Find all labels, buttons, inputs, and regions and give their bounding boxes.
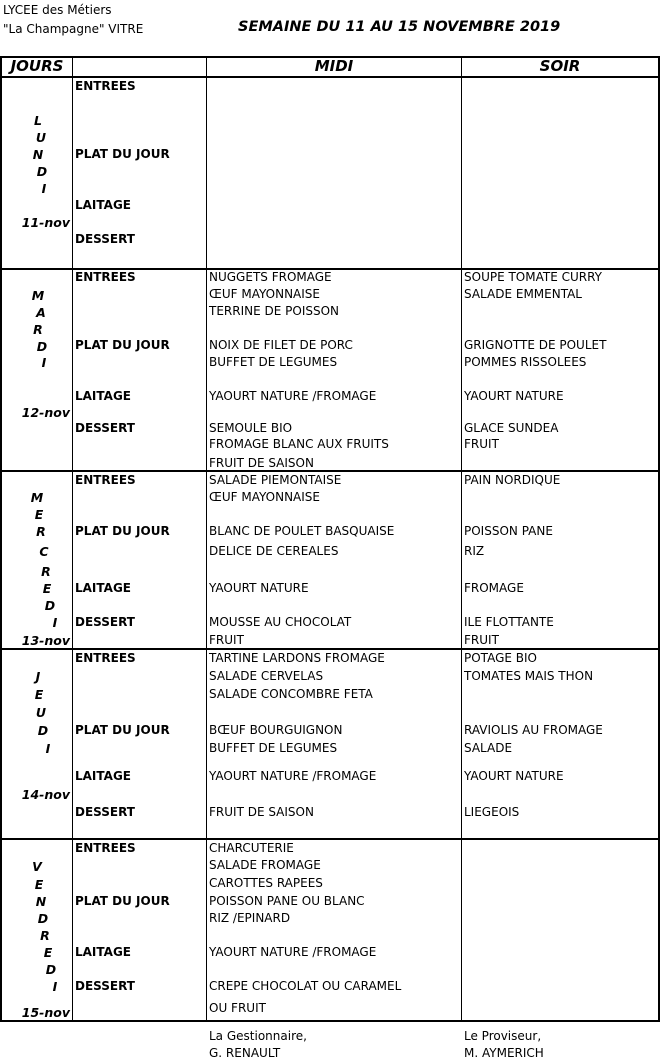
menu-item-midi: POISSON PANE OU BLANC: [209, 894, 365, 908]
col-header-jours: JOURS: [10, 57, 64, 75]
signature-role-proviseur: Le Proviseur,: [464, 1029, 542, 1043]
col-divider: [461, 56, 462, 1022]
menu-item-soir: FRUIT: [464, 437, 499, 451]
day-letter: R: [36, 524, 46, 539]
menu-item-midi: RIZ /EPINARD: [209, 911, 291, 925]
label-entrees: ENTREES: [75, 473, 136, 487]
day-letter: R: [33, 322, 43, 337]
label-plat-du-jour: PLAT DU JOUR: [75, 894, 170, 908]
day-date: 14-nov: [21, 787, 70, 802]
page-title: SEMAINE DU 11 AU 15 NOVEMBRE 2019: [238, 19, 561, 35]
menu-item-midi: YAOURT NATURE /FROMAGE: [209, 945, 377, 959]
menu-item-soir: SOUPE TOMATE CURRY: [464, 270, 603, 284]
day-letter: U: [35, 705, 47, 720]
menu-item-midi: CHARCUTERIE: [209, 841, 294, 855]
menu-item-soir: FROMAGE: [464, 581, 524, 595]
day-letter: M: [30, 490, 44, 505]
menu-item-soir: POMMES RISSOLEES: [464, 355, 587, 369]
label-plat-du-jour: PLAT DU JOUR: [75, 147, 170, 161]
col-header-soir: SOIR: [539, 57, 581, 75]
table-left-border: [0, 56, 2, 1022]
menu-item-soir: GLACE SUNDEA: [464, 421, 559, 435]
label-laitage: LAITAGE: [75, 581, 131, 595]
day-letter: V: [32, 859, 42, 874]
menu-item-soir: PAIN NORDIQUE: [464, 473, 561, 487]
label-entrees: ENTREES: [75, 79, 136, 93]
menu-item-midi: FRUIT DE SAISON: [209, 456, 314, 470]
day-letter: E: [34, 507, 44, 522]
menu-item-soir: RAVIOLIS AU FROMAGE: [464, 723, 603, 737]
label-laitage: LAITAGE: [75, 769, 131, 783]
row-divider: [0, 470, 660, 472]
menu-item-midi: BLANC DE POULET BASQUAISE: [209, 524, 395, 538]
menu-item-midi: SEMOULE BIO: [209, 421, 293, 435]
header-bottom-border: [0, 76, 660, 78]
day-letter: D: [45, 962, 57, 977]
menu-item-midi: FROMAGE BLANC AUX FRUITS: [209, 437, 389, 451]
day-letter: D: [36, 339, 48, 354]
signature-name-gestionnaire: G. RENAULT: [209, 1046, 281, 1060]
label-dessert: DESSERT: [75, 232, 135, 246]
day-letter: E: [34, 877, 44, 892]
menu-item-midi: ŒUF MAYONNAISE: [209, 287, 320, 301]
school-name: LYCEE des Métiers: [3, 3, 112, 17]
day-date: 12-nov: [21, 405, 70, 420]
day-letter: E: [42, 581, 52, 596]
menu-item-midi: ŒUF MAYONNAISE: [209, 490, 320, 504]
menu-item-soir: POISSON PANE: [464, 524, 553, 538]
day-letter: N: [35, 894, 47, 909]
menu-item-midi: SALADE CERVELAS: [209, 669, 324, 683]
menu-item-soir: ILE FLOTTANTE: [464, 615, 554, 629]
menu-item-midi: FRUIT DE SAISON: [209, 805, 314, 819]
day-letter: N: [32, 147, 44, 162]
day-letter: E: [43, 945, 53, 960]
menu-item-soir: LIEGEOIS: [464, 805, 520, 819]
label-plat-du-jour: PLAT DU JOUR: [75, 338, 170, 352]
menu-item-soir: FRUIT: [464, 633, 499, 647]
day-letter: C: [39, 544, 49, 559]
day-letter: D: [44, 598, 56, 613]
day-date: 13-nov: [21, 633, 70, 648]
menu-item-soir: POTAGE BIO: [464, 651, 537, 665]
day-letter: A: [36, 305, 46, 320]
day-letter: L: [34, 113, 42, 128]
label-plat-du-jour: PLAT DU JOUR: [75, 723, 170, 737]
col-header-midi: MIDI: [314, 57, 354, 75]
menu-item-midi: MOUSSE AU CHOCOLAT: [209, 615, 352, 629]
label-entrees: ENTREES: [75, 841, 136, 855]
label-dessert: DESSERT: [75, 979, 135, 993]
signature-role-gestionnaire: La Gestionnaire,: [209, 1029, 307, 1043]
day-letter: I: [41, 355, 47, 370]
day-letter: J: [35, 669, 41, 684]
row-divider: [0, 648, 660, 650]
col-divider: [206, 56, 207, 1022]
menu-item-soir: YAOURT NATURE: [464, 389, 564, 403]
label-entrees: ENTREES: [75, 651, 136, 665]
menu-item-midi: YAOURT NATURE /FROMAGE: [209, 769, 377, 783]
menu-item-midi: FRUIT: [209, 633, 244, 647]
label-laitage: LAITAGE: [75, 945, 131, 959]
label-entrees: ENTREES: [75, 270, 136, 284]
menu-item-midi: DELICE DE CEREALES: [209, 544, 339, 558]
label-dessert: DESSERT: [75, 615, 135, 629]
day-letter: I: [41, 181, 47, 196]
label-plat-du-jour: PLAT DU JOUR: [75, 524, 170, 538]
menu-item-soir: SALADE EMMENTAL: [464, 287, 582, 301]
col-divider: [72, 56, 73, 1022]
menu-item-midi: SALADE CONCOMBRE FETA: [209, 687, 373, 701]
day-letter: I: [52, 979, 58, 994]
menu-item-midi: TERRINE DE POISSON: [209, 304, 340, 318]
menu-item-soir: RIZ: [464, 544, 485, 558]
menu-item-midi: NOIX DE FILET DE PORC: [209, 338, 353, 352]
label-dessert: DESSERT: [75, 421, 135, 435]
day-letter: R: [41, 564, 51, 579]
day-date: 15-nov: [21, 1005, 70, 1020]
menu-item-midi: YAOURT NATURE /FROMAGE: [209, 389, 377, 403]
day-letter: D: [37, 911, 49, 926]
menu-item-soir: YAOURT NATURE: [464, 769, 564, 783]
menu-item-midi: BUFFET DE LEGUMES: [209, 355, 338, 369]
menu-item-midi: OU FRUIT: [209, 1001, 266, 1015]
menu-item-midi: CREPE CHOCOLAT OU CARAMEL: [209, 979, 402, 993]
menu-item-midi: SALADE PIEMONTAISE: [209, 473, 342, 487]
day-letter: M: [31, 288, 45, 303]
menu-item-midi: NUGGETS FROMAGE: [209, 270, 332, 284]
day-letter: D: [36, 164, 48, 179]
menu-item-midi: CAROTTES RAPEES: [209, 876, 323, 890]
menu-item-soir: SALADE: [464, 741, 513, 755]
signature-name-proviseur: M. AYMERICH: [464, 1046, 544, 1060]
school-subtitle: "La Champagne" VITRE: [3, 22, 144, 36]
label-laitage: LAITAGE: [75, 389, 131, 403]
row-divider: [0, 838, 660, 840]
menu-item-midi: BUFFET DE LEGUMES: [209, 741, 338, 755]
day-date: 11-nov: [21, 215, 70, 230]
menu-item-midi: BŒUF BOURGUIGNON: [209, 723, 343, 737]
day-letter: E: [34, 687, 44, 702]
menu-item-midi: YAOURT NATURE: [209, 581, 309, 595]
menu-item-midi: SALADE FROMAGE: [209, 858, 321, 872]
day-letter: D: [37, 723, 49, 738]
day-letter: I: [45, 741, 51, 756]
label-laitage: LAITAGE: [75, 198, 131, 212]
label-dessert: DESSERT: [75, 805, 135, 819]
day-letter: R: [40, 928, 50, 943]
menu-item-midi: TARTINE LARDONS FROMAGE: [209, 651, 385, 665]
menu-item-soir: TOMATES MAIS THON: [464, 669, 594, 683]
table-bottom-border: [0, 1020, 660, 1022]
day-letter: U: [35, 130, 47, 145]
day-letter: I: [52, 615, 58, 630]
menu-item-soir: GRIGNOTTE DE POULET: [464, 338, 607, 352]
